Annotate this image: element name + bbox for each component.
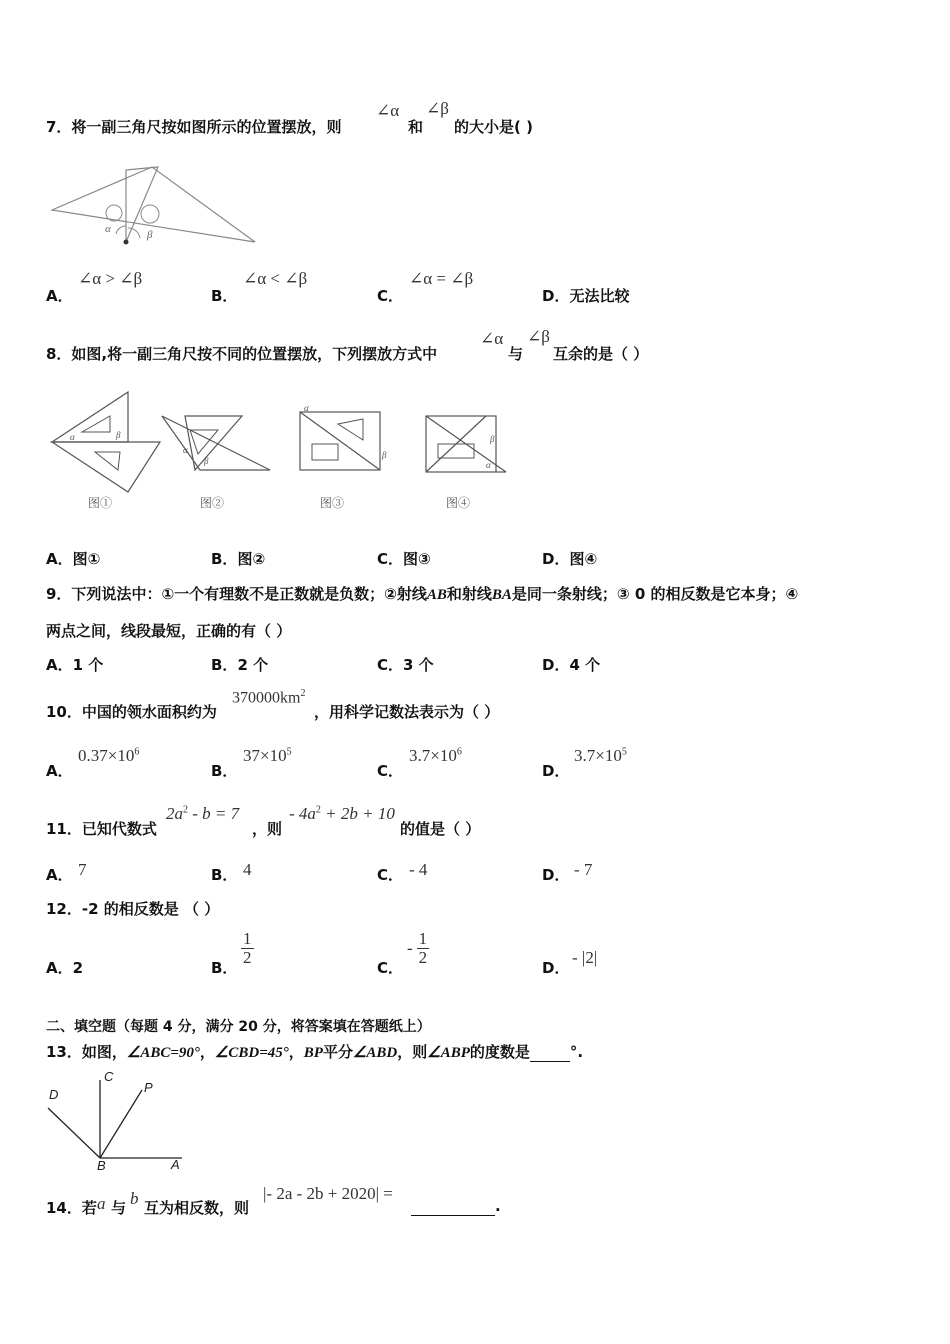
q9-line-2: 两点之间，线段最短，正确的有（ ） [46, 622, 292, 640]
q11-stem: 11．已知代数式 [46, 820, 157, 838]
q7-option-c-letter[interactable]: C． [377, 287, 404, 305]
q8-alpha: ∠α [480, 329, 504, 348]
q7-circle-left [106, 205, 122, 221]
q8-option-d[interactable]: D．图④ [542, 550, 598, 568]
q13-label-b: B [97, 1158, 106, 1173]
q8-figure-4 [424, 410, 519, 515]
q12-option-c-fraction: $\frac{1}{2}$ [418, 929, 428, 967]
q10-stem: 10．中国的领水面积约为 [46, 703, 217, 721]
q10-option-c[interactable]: $3.7\times 10^6$ [409, 746, 462, 765]
q11-option-a-letter[interactable]: A． [46, 866, 73, 884]
q13-label-c: C [104, 1069, 114, 1084]
q10-option-b[interactable]: $37\times 10^5$ [243, 746, 292, 765]
q7-option-c[interactable]: ∠α = ∠β [409, 269, 474, 288]
q9-ray-ba: BA [491, 587, 512, 603]
q8-fig2-alpha: α [183, 445, 188, 455]
q14-var-a: a [97, 1194, 106, 1213]
q7-figure [50, 162, 260, 252]
q12-option-b-fraction: $\frac{1}{2}$ [243, 929, 252, 967]
q7-arc-alpha [116, 226, 126, 234]
q8-fig1-upper-hole [82, 416, 110, 432]
q9-ray-ab: AB [426, 587, 447, 603]
q12-stem: 12．-2 的相反数是 （ ） [46, 900, 220, 918]
q8-figure-2 [160, 408, 275, 513]
q7-label-alpha: α [105, 223, 111, 235]
q8-fig4-caption: 图④ [446, 496, 471, 510]
q8-fig1-alpha: α [70, 432, 75, 442]
q8-stem-end: 互余的是（ ） [553, 345, 649, 363]
q8-fig1-caption: 图① [88, 496, 113, 510]
q7-label-beta: β [147, 229, 153, 241]
q9-option-c[interactable]: C．3 个 [377, 656, 434, 674]
q14-answer: . [411, 1197, 501, 1216]
q7-option-b-letter[interactable]: B． [211, 287, 238, 305]
q10-option-c-letter[interactable]: C． [377, 762, 404, 780]
q7-and: 和 [408, 118, 424, 136]
q13-ray-bd [48, 1108, 100, 1158]
q7-option-a[interactable]: ∠α > ∠β [78, 269, 143, 288]
q11-expr-2: - $4a^2 + 2b + 10$ [289, 804, 395, 823]
q8-fig2-triangle-b [185, 416, 242, 470]
q13-label-d: D [49, 1087, 59, 1102]
q11-option-c[interactable]: - 4 [409, 860, 428, 879]
q12-option-c-letter[interactable]: C． [377, 959, 404, 977]
q8-fig1-lower-hole [95, 452, 120, 470]
q11-then: ，则 [252, 820, 283, 838]
q10-option-d[interactable]: $3.7\times 10^5$ [574, 746, 627, 765]
q7-circle-right [141, 205, 159, 223]
q14-var-b: b [130, 1189, 139, 1208]
q11-option-b-letter[interactable]: B． [211, 866, 238, 884]
q8-with: 与 [508, 345, 524, 363]
q11-option-b[interactable]: 4 [243, 860, 252, 879]
q10-stem-end: ，用科学记数法表示为（ ） [314, 703, 500, 721]
q8-option-a[interactable]: A．图① [46, 550, 101, 568]
q7-vertex-dot [124, 240, 129, 245]
q8-fig4-alpha: α [486, 460, 491, 470]
q11-option-c-letter[interactable]: C． [377, 866, 404, 884]
q8-option-b[interactable]: B．图② [211, 550, 266, 568]
q10-area: $370000km^2$ [232, 688, 306, 707]
q8-beta: ∠β [527, 327, 550, 346]
q11-option-d[interactable]: - 7 [574, 860, 593, 879]
q9-option-b[interactable]: B．2 个 [211, 656, 269, 674]
q10-option-b-letter[interactable]: B． [211, 762, 238, 780]
q12-option-a[interactable]: A．2 [46, 959, 84, 977]
q10-option-a-letter[interactable]: A． [46, 762, 73, 780]
q11-option-a[interactable]: 7 [78, 860, 87, 879]
q12-option-b-letter[interactable]: B． [211, 959, 238, 977]
q8-fig3-alpha: α [304, 403, 309, 413]
q8-fig3-hole-upper [338, 419, 363, 440]
q8-fig1-lower-triangle [52, 442, 160, 492]
q7-stem: 7．将一副三角尺按如图所示的位置摆放，则 [46, 118, 342, 136]
q14-expression: |- 2a - 2b + 2020| = [263, 1184, 393, 1203]
q7-triangle-small [126, 167, 158, 242]
q14-stem-mid: 互为相反数，则 [144, 1199, 250, 1217]
q13-stem: 13．如图，∠ABC=90°，∠CBD=45°，BP平分∠ABD，则∠ABP的度数是 °. [46, 1043, 584, 1061]
q8-fig1-beta: β [116, 430, 121, 440]
q13-label-a: A [171, 1157, 180, 1172]
q8-fig2-caption: 图② [200, 496, 225, 510]
q7-option-b[interactable]: ∠α < ∠β [243, 269, 308, 288]
q12-option-c[interactable]: - $\frac{1}{2}$ [407, 929, 428, 967]
q8-stem: 8．如图,将一副三角尺按不同的位置摆放，下列摆放方式中 [46, 345, 438, 363]
q13-label-p: P [144, 1080, 153, 1095]
q13-answer-blank[interactable] [530, 1043, 570, 1062]
q7-option-a-letter[interactable]: A． [46, 287, 73, 305]
q9-option-d[interactable]: D．4 个 [542, 656, 601, 674]
q11-expr-1: $2a^2 - b = 7$ [166, 804, 240, 823]
q8-fig2-triangle-a [162, 416, 270, 470]
section-2-title: 二、填空题（每题 4 分，满分 20 分，将答案填在答题纸上） [46, 1019, 431, 1035]
q9-line-1: 9．下列说法中：①一个有理数不是正数就是负数；②射线AB和射线BA是同一条射线；③ 0 的相反数是它本身；④ [46, 585, 799, 603]
q8-figure-3 [298, 404, 398, 514]
q13-ray-bp [100, 1090, 142, 1158]
q14-stem: 14．若 [46, 1199, 97, 1217]
q10-option-a[interactable]: $0.37\times 10^6$ [78, 746, 140, 765]
q13-figure [44, 1068, 194, 1173]
q12-option-b[interactable] [241, 930, 254, 967]
q7-alpha: ∠α [376, 101, 400, 120]
q8-fig3-caption: 图③ [320, 496, 345, 510]
q8-fig4-beta: β [490, 434, 495, 444]
q9-option-a[interactable]: A．1 个 [46, 656, 104, 674]
q8-fig3-hole-lower [312, 444, 338, 460]
q7-beta: ∠β [426, 99, 449, 118]
q8-fig3-beta: β [382, 450, 387, 460]
q11-stem-end: 的值是（ ） [400, 820, 481, 838]
q14-answer-blank[interactable] [411, 1197, 495, 1216]
q7-option-d[interactable]: D．无法比较 [542, 287, 630, 305]
q14-with: 与 [111, 1199, 127, 1217]
q8-fig2-beta: β [204, 456, 209, 466]
q8-fig3-diagonal [300, 412, 380, 470]
q10-option-d-letter[interactable]: D． [542, 762, 570, 780]
q11-option-d-letter[interactable]: D． [542, 866, 570, 884]
q8-option-c[interactable]: C．图③ [377, 550, 431, 568]
q8-figure-1 [50, 388, 165, 513]
q7-stem-end: 的大小是( ) [454, 118, 533, 136]
q12-option-d-letter[interactable]: D． [542, 959, 570, 977]
q12-option-d[interactable]: - |2| [572, 948, 598, 967]
